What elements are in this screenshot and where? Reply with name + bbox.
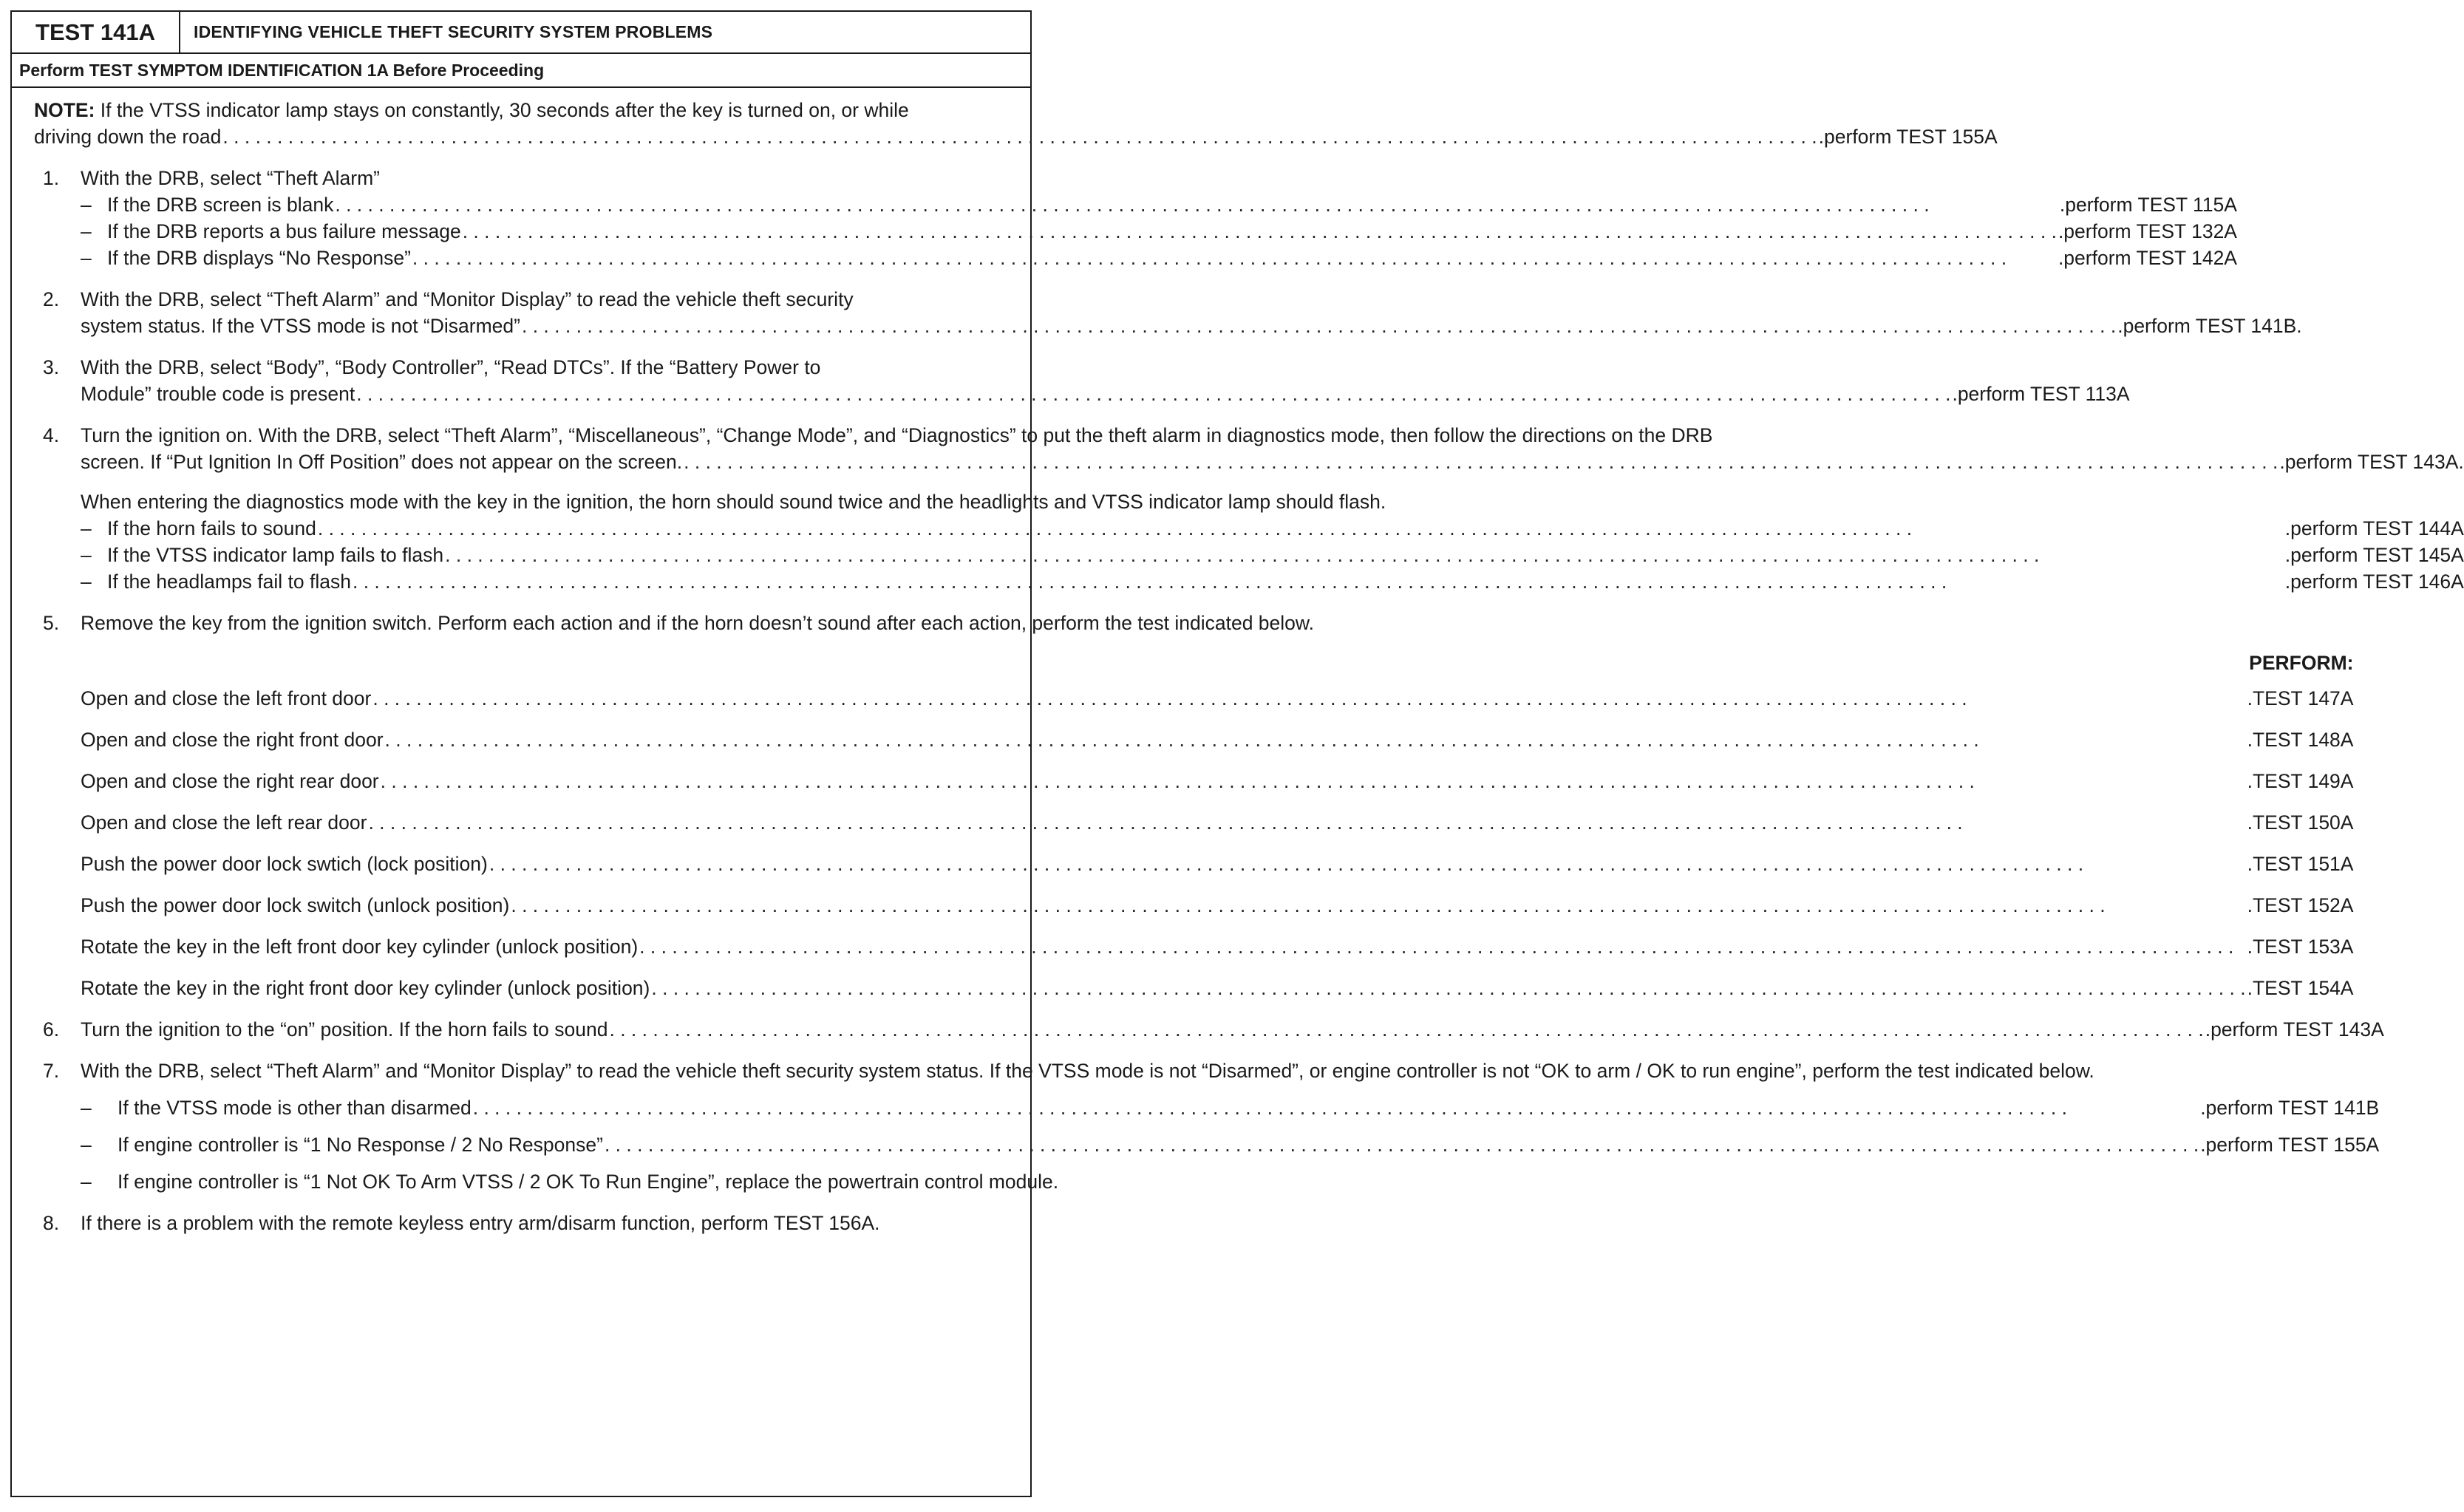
step-5-text: Remove the key from the ignition switch. Perform each action and if the horn doesn’t sound after each action, perform the test indicated below.	[81, 612, 1314, 634]
step-7-item: – If the VTSS mode is other than disarmed . . . .perform TEST 141B	[81, 1094, 2379, 1121]
step-1-item: – If the DRB displays “No Response” . . . .perform TEST 142A	[81, 245, 2237, 271]
note-block	[34, 97, 1998, 150]
test-page	[10, 10, 2464, 1497]
note-label: NOTE:	[34, 99, 95, 121]
content	[12, 88, 2464, 1236]
action-row: Push the power door lock switch (unlock position) . . . .TEST 152A	[81, 892, 2353, 919]
action-row: Open and close the left front door . . . .TEST 147A	[81, 685, 2353, 712]
action-row: Open and close the left rear door . . . .TEST 150A	[81, 809, 2353, 836]
title-row	[12, 12, 1030, 54]
step-1: 1. With the DRB, select “Theft Alarm” – If the DRB screen is blank . . . .perform TEST 115A – If the DRB reports a bus failure message . . . .perform TEST 132A – If the DRB displays “No Response” . . . .perform TEST 142A	[34, 165, 1020, 271]
action-row: Push the power door lock swtich (lock position) . . . .TEST 151A	[81, 851, 2353, 877]
step-1-item: – If the DRB screen is blank . . . .perform TEST 115A	[81, 191, 2237, 218]
action-row: Rotate the key in the left front door key cylinder (unlock position) . . . .TEST 153A	[81, 933, 2353, 960]
perform-header: PERFORM:	[2249, 652, 2354, 674]
step-6: 6. Turn the ignition to the “on” position. If the horn fails to sound . . . .perform TEST 143A	[34, 1016, 1020, 1043]
step-4-item: – If the VTSS indicator lamp fails to flash . . . .perform TEST 145A	[81, 542, 2464, 568]
action-row: Open and close the right front door . . . .TEST 148A	[81, 726, 2353, 753]
note-text: If the VTSS indicator lamp stays on constantly, 30 seconds after the key is turned on, or while	[95, 99, 909, 121]
action-row: Rotate the key in the right front door key cylinder (unlock position) . . . .TEST 154A	[81, 975, 2353, 1001]
step-4-subtext: When entering the diagnostics mode with the key in the ignition, the horn should sound twice and the headlights and VTSS indicator lamp should flash.	[81, 491, 1386, 513]
step-7-item: – If engine controller is “1 Not OK To Arm VTSS / 2 OK To Run Engine”, replace the powertrain control module.	[81, 1171, 1059, 1193]
step-8-text: If there is a problem with the remote keyless entry arm/disarm function, perform TEST 156A.	[81, 1212, 880, 1234]
step-2: 2. With the DRB, select “Theft Alarm” and “Monitor Display” to read the vehicle theft security system status. If the VTSS mode is not “Disarmed” . . . .perform TEST 141B.	[34, 286, 1020, 339]
step-1-text: With the DRB, select “Theft Alarm”	[81, 167, 380, 189]
step-5: 5. Remove the key from the ignition switch. Perform each action and if the horn doesn’t sound after each action, perform the test indicated below. PERFORM: Open and close the left front door . . . .TEST 147A Open and close the right front door . . . .TEST 148A Open and close the right rear door . . . .TEST 149A Open and close the left rear door . . . .TEST 150A Push the power door lock swtich (lock position) . . . .TEST 151A Push the power door lock switch (unlock position) . . . .TEST 152A Rotate the key in the left front door key cylinder (unlock position) . . . .TEST 153A Rotate the key in the right front door key cylinder (unlock position) . . . .TEST 154A	[34, 610, 1020, 1016]
prerequisite-line: Perform TEST SYMPTOM IDENTIFICATION 1A Before Proceeding	[12, 54, 1030, 88]
note-leader: driving down the road . . . .perform TEST 155A	[34, 123, 1020, 150]
step-7-item: – If engine controller is “1 No Response / 2 No Response” . . . .perform TEST 155A	[81, 1131, 2379, 1158]
step-3: 3. With the DRB, select “Body”, “Body Controller”, “Read DTCs”. If the “Battery Power to Module” trouble code is present . . . .perform TEST 113A	[34, 354, 1020, 407]
step-8: 8. If there is a problem with the remote keyless entry arm/disarm function, perform TEST 156A.	[34, 1210, 1020, 1236]
step-2-text: With the DRB, select “Theft Alarm” and “Monitor Display” to read the vehicle theft security	[81, 288, 854, 310]
test-title: IDENTIFYING VEHICLE THEFT SECURITY SYSTEM PROBLEMS	[194, 22, 713, 41]
step-7: 7. With the DRB, select “Theft Alarm” and “Monitor Display” to read the vehicle theft security system status. If the VTSS mode is not “Disarmed”, or engine controller is not “OK to arm / OK to run engine”, perform the test indicated below. – If the VTSS mode is other than disarmed . . . .perform TEST 141B – If engine controller is “1 No Response / 2 No Response” . . . .perform TEST 155A – If engine controller is “1 Not OK To Arm VTSS / 2 OK To Run Engine”, replace the powertrain control module.	[34, 1058, 1020, 1195]
action-row: Open and close the right rear door . . . .TEST 149A	[81, 768, 2353, 794]
step-1-item: – If the DRB reports a bus failure message . . . .perform TEST 132A	[81, 218, 2237, 245]
step-4-text: Turn the ignition on. With the DRB, select “Theft Alarm”, “Miscellaneous”, “Change Mode”, and “Diagnostics” to put the theft alarm in diagnostics mode, then follow the directions on the DRB	[81, 424, 1713, 446]
step-7-text: With the DRB, select “Theft Alarm” and “Monitor Display” to read the vehicle theft security system status. If the VTSS mode is not “Disarmed”, or engine controller is not “OK to arm / OK to run engine”, perform the test indicated below.	[81, 1060, 2094, 1082]
step-4-item: – If the headlamps fail to flash . . . .perform TEST 146A	[81, 568, 2464, 595]
test-id: TEST 141A	[12, 12, 180, 52]
note-result: .perform TEST 155A	[1818, 126, 1998, 148]
step-3-text: With the DRB, select “Body”, “Body Controller”, “Read DTCs”. If the “Battery Power to	[81, 356, 821, 378]
step-4: 4. Turn the ignition on. With the DRB, select “Theft Alarm”, “Miscellaneous”, “Change Mode”, and “Diagnostics” to put the theft alarm in diagnostics mode, then follow the directions on the DRB screen. If “Put Ignition In Off Position” does not appear on the screen. . . . .perform TEST 143A. When entering the diagnostics mode with the key in the ignition, the horn should sound twice and the headlights and VTSS indicator lamp should flash. – If the horn fails to sound . . . .perform TEST 144A – If the VTSS indicator lamp fails to flash . . . .perform TEST 145A – If the headlamps fail to flash . . . .perform TEST 146A	[34, 422, 1020, 595]
step-4-item: – If the horn fails to sound . . . .perform TEST 144A	[81, 515, 2464, 542]
